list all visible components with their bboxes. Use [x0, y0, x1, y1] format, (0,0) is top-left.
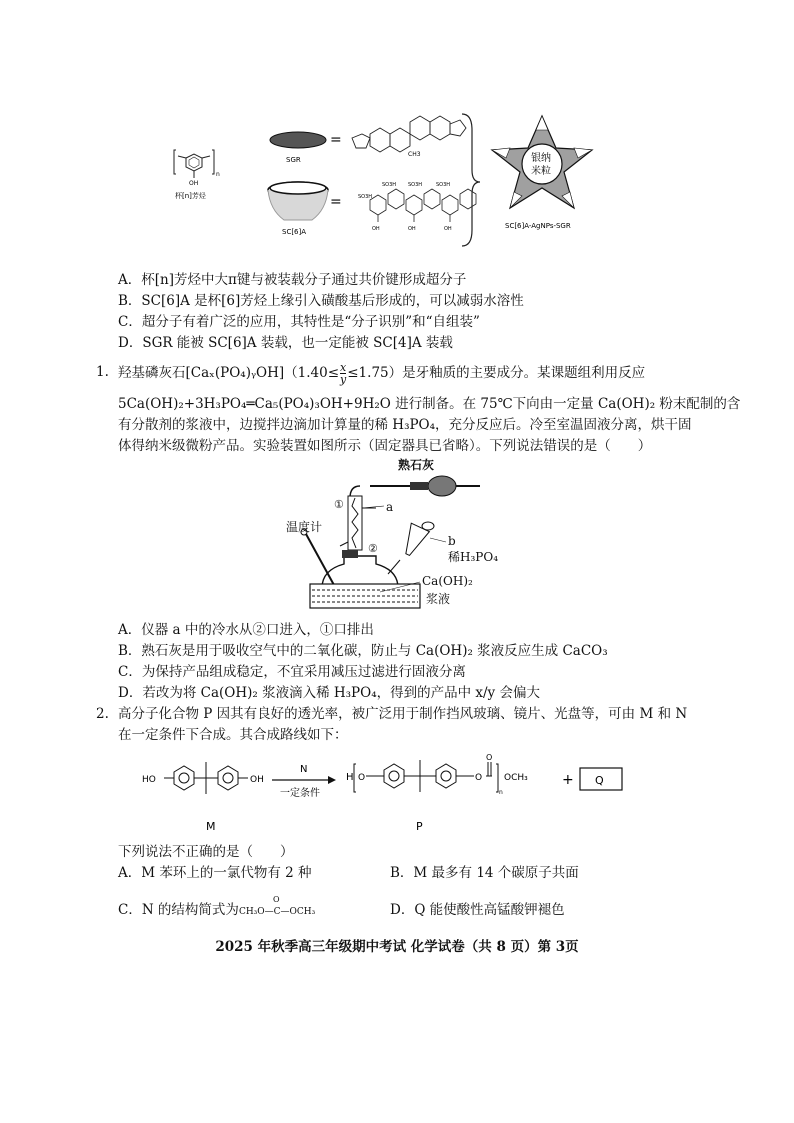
q1-line4: 体得纳米级微粉产品。实验装置如图所示（固定器具已省略）。下列说法错误的是（ ）: [118, 438, 652, 454]
calixarene-structure: [174, 150, 220, 200]
synthesis-scheme: [140, 750, 660, 840]
q1-option-a: A．仪器 a 中的冷水从②口进入，①口排出: [118, 622, 374, 638]
sc6a-so3h-2: SO3H: [382, 182, 397, 188]
p-h: H: [346, 772, 354, 783]
reagent-n: N: [300, 764, 308, 775]
sc6a-oh-3: OH: [444, 226, 452, 232]
sc6a-structure: [370, 189, 476, 222]
label-thermometer: 温度计: [286, 520, 323, 534]
sgr-ellipse: [270, 132, 326, 148]
q2-option-b: B．M 最多有 14 个碳原子共面: [390, 865, 579, 881]
label-port2: ②: [368, 542, 378, 555]
rubber-stopper: [410, 482, 428, 490]
label-lime: 熟石灰: [398, 458, 435, 472]
p-n-subscript: n: [499, 789, 503, 796]
brace: [462, 114, 480, 246]
product-label: SC[6]A-AgNPs-SGR: [505, 222, 571, 230]
q1-fraction: [340, 362, 346, 385]
q2-option-a: A．M 苯环上的一氯代物有 2 种: [118, 865, 312, 881]
molecule-m: [164, 762, 248, 794]
label-slurry-2: 浆液: [426, 592, 451, 606]
synthesis-diagram: [140, 750, 660, 840]
n-carbonyl-o: O: [272, 895, 280, 904]
calixarene-n: n: [216, 171, 220, 178]
q2-line2: 在一定条件下合成。其合成路线如下：: [118, 727, 348, 743]
q2-option-c: [118, 895, 316, 922]
q2-option-c-text: C．N 的结构简式为: [118, 902, 239, 918]
label-a: a: [386, 500, 394, 514]
q1-line1-b: ≤1.75）是牙釉质的主要成分。某课题组利用反应: [347, 365, 646, 381]
q1-option-c: C．为保持产品组成稳定，不宜采用减压过滤进行固液分离: [118, 664, 466, 680]
prev-option-a: A．杯[n]芳烃中大π键与被装载分子通过共价键形成超分子: [118, 272, 467, 288]
supramolecule-figure: [160, 110, 600, 260]
q1-line3: 有分散剂的浆液中，边搅拌边滴加计算量的稀 H₃PO₄，充分反应后。冷至室温固液分离，烘干固: [118, 417, 692, 433]
q2-number: 2.: [96, 706, 109, 722]
page-footer: 2025 年秋季高三年级期中考试 化学试卷（共 8 页）第 3页: [215, 939, 579, 955]
label-port1: ①: [334, 498, 344, 511]
q1-option-d: D．若改为将 Ca(OH)₂ 浆液滴入稀 H₃PO₄，得到的产品中 x/y 会偏大: [118, 685, 540, 701]
p-carbonyl-o: O: [486, 753, 493, 762]
equals-2: =: [330, 194, 342, 210]
q1-frac-den: y: [340, 373, 347, 386]
sc6a-so3h-4: SO3H: [436, 182, 451, 188]
sgr-structure: [352, 116, 466, 152]
calixarene-label: 杯[n]芳烃: [175, 192, 206, 200]
n-structure: [238, 895, 316, 922]
sgr-label: SGR: [286, 156, 301, 164]
equals-1: =: [330, 132, 342, 148]
sc6a-label: SC[6]A: [282, 228, 307, 236]
q1-frac-num: x: [340, 361, 347, 374]
m-oh: OH: [250, 775, 264, 785]
apparatus-diagram: [270, 456, 520, 616]
prev-option-b: B．SC[6]A 是杯[6]芳烃上缘引入磺酸基后形成的，可以减弱水溶性: [118, 293, 524, 309]
sc6a-oh-2: OH: [408, 226, 416, 232]
drying-tube-bulb: [428, 476, 456, 496]
apparatus-figure: [270, 456, 520, 616]
q1-number: 1.: [96, 364, 109, 380]
prev-option-d: D．SGR 能被 SC[6]A 装载，也一定能被 SC[4]A 装载: [118, 335, 453, 351]
label-slurry-1: Ca(OH)₂: [422, 574, 473, 588]
q2-line1: 高分子化合物 P 因其有良好的透光率，被广泛用于制作挡风玻璃、镜片、光盘等，可由 M 和 N: [118, 706, 688, 722]
supramolecule-diagram: [160, 110, 600, 260]
q-box-text: Q: [595, 774, 604, 787]
sc6a-oh-1: OH: [372, 226, 380, 232]
p-label: P: [416, 820, 423, 833]
condenser-a: [348, 496, 362, 550]
label-acid: 稀H₃PO₄: [448, 550, 498, 564]
prev-option-c: C．超分子有着广泛的应用，其特性是“分子识别”和“自组装”: [118, 314, 480, 330]
calixarene-oh: OH: [189, 180, 199, 187]
q1-line2: 5Ca(OH)₂+3H₃PO₄═Ca₅(PO₄)₃OH+9H₂O 进行制备。在 75℃下向由一定量 Ca(OH)₂ 粉末配制的含: [118, 396, 741, 412]
plus-sign: +: [562, 772, 574, 788]
sc6a-so3h-3: SO3H: [408, 182, 423, 188]
p-o-ester: O: [475, 773, 483, 783]
sc6a-so3h-1: SO3H: [358, 194, 373, 200]
molecule-p: [366, 760, 492, 792]
q1-line1-a: 羟基磷灰石[Caₓ(PO₄)ᵧOH]（1.40≤: [118, 365, 340, 381]
label-b: b: [448, 534, 456, 548]
p-o: O: [358, 773, 366, 783]
reaction-condition: 一定条件: [280, 788, 320, 799]
n-formula: CH₃O—C—OCH₃: [238, 907, 316, 917]
q2-option-d: D．Q 能使酸性高锰酸钾褪色: [390, 902, 565, 918]
q1-line1: [118, 362, 645, 385]
star-text-2: 米粒: [531, 166, 551, 177]
q1-option-b: B．熟石灰是用于吸收空气中的二氧化碳，防止与 Ca(OH)₂ 浆液反应生成 CaCO₃: [118, 643, 608, 659]
p-och3: OCH₃: [504, 773, 528, 783]
q2-prompt: 下列说法不正确的是（ ）: [118, 844, 294, 860]
m-label: M: [206, 820, 216, 833]
m-ho: HO: [142, 775, 156, 785]
sgr-ch3: CH3: [408, 151, 421, 158]
star-text-1: 银纳: [531, 153, 551, 164]
